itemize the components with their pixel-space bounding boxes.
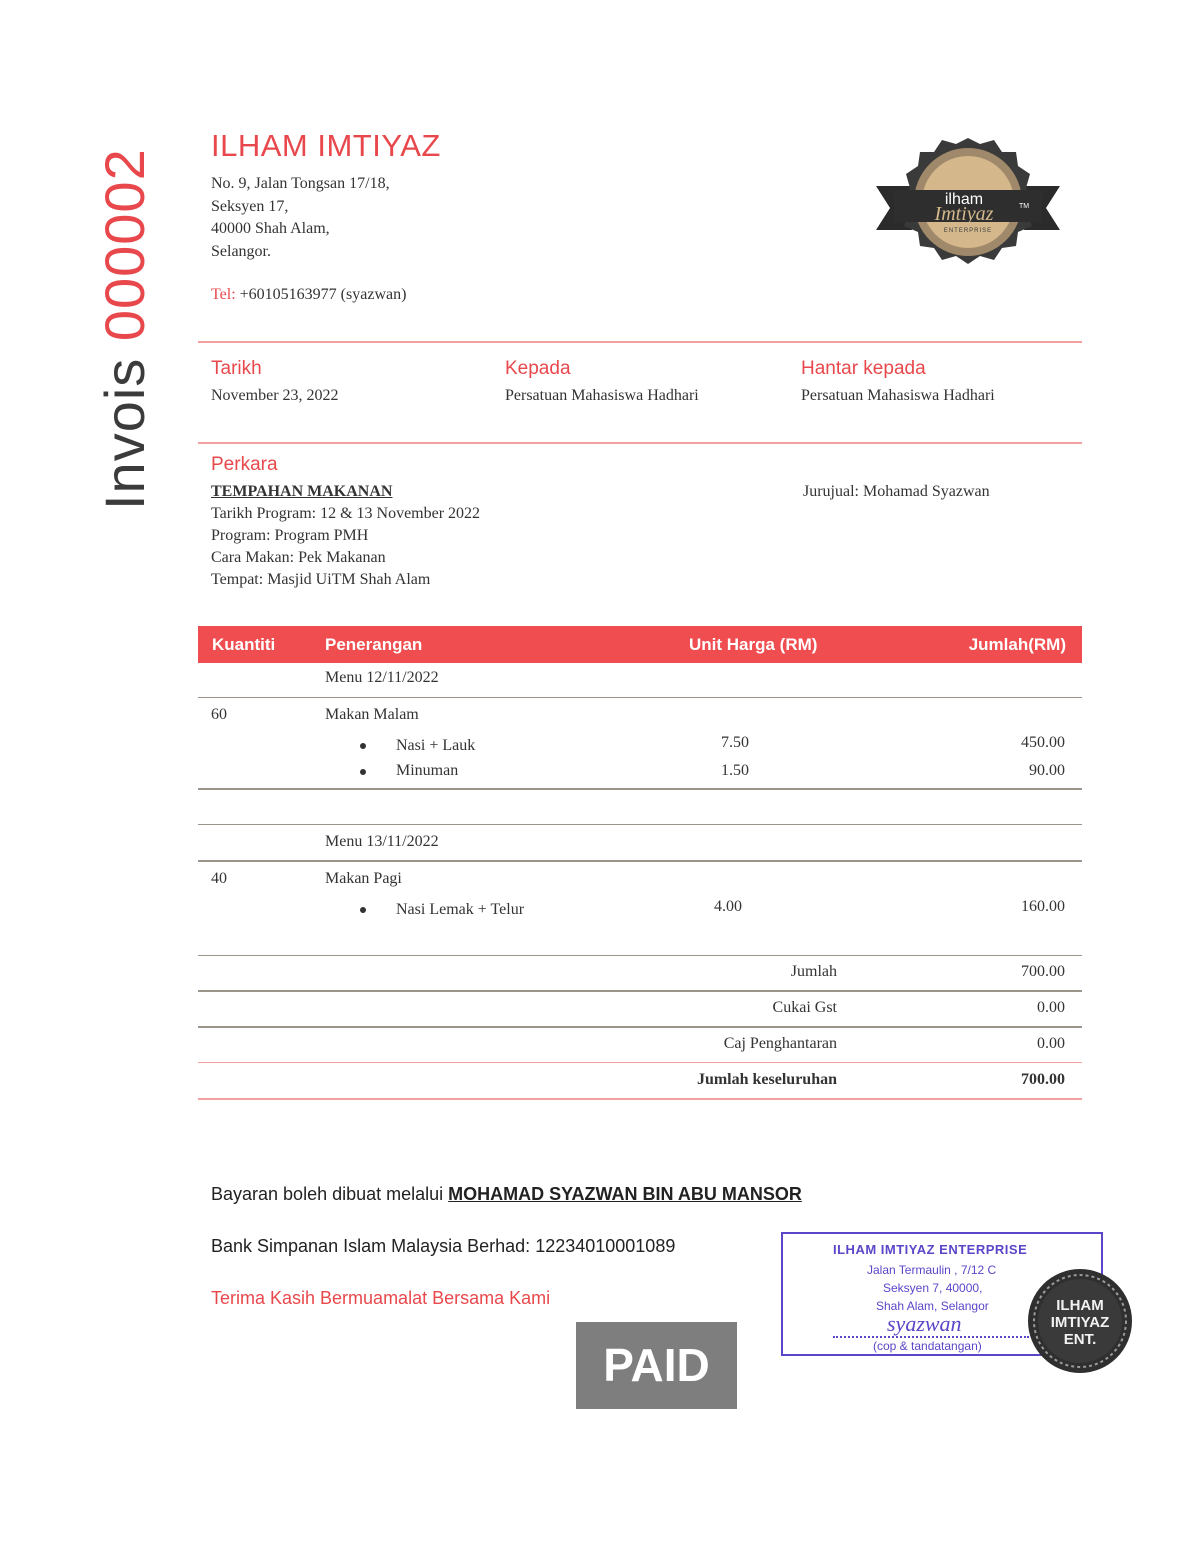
ship-value: Persatuan Mahasiswa Hadhari [801, 387, 995, 404]
divider [198, 341, 1082, 343]
stamp-signature: syazwan [887, 1311, 962, 1336]
subject-title: TEMPAHAN MAKANAN [211, 483, 393, 500]
stamp-line: Shah Alam, Selangor [876, 1299, 989, 1313]
menu-title-1: Menu 12/11/2022 [325, 669, 439, 686]
subject-line: Tempat: Masjid UiTM Shah Alam [211, 571, 431, 588]
company-seal [1027, 1268, 1133, 1374]
meal-1: Makan Malam [325, 706, 419, 723]
payment-intro: Bayaran boleh dibuat melalui [211, 1184, 444, 1204]
seal-line: ENT. [1063, 1331, 1097, 1348]
company-name: ILHAM IMTIYAZ [211, 128, 441, 163]
subject-line: Program: Program PMH [211, 527, 369, 544]
item-unit: 4.00 [714, 898, 742, 915]
salesperson: Jurujual: Mohamad Syazwan [803, 483, 990, 500]
subtotal-value: 700.00 [1021, 963, 1065, 980]
item-total: 160.00 [1021, 898, 1065, 915]
address-line-1: No. 9, Jalan Tongsan 17/18, [211, 175, 390, 192]
address-line-2: Seksyen 17, [211, 198, 289, 215]
row-divider [198, 788, 1082, 790]
bullet [360, 769, 366, 775]
seal-line: ILHAM [1056, 1297, 1104, 1314]
header-unit: Unit Harga (RM) [689, 635, 818, 654]
address-line-3: 40000 Shah Alam, [211, 220, 330, 237]
to-label: Kepada [505, 358, 571, 379]
address-line-4: Selangor. [211, 243, 271, 260]
row-divider [198, 1098, 1082, 1100]
menu-title-2: Menu 13/11/2022 [325, 833, 439, 850]
stamp-line: Jalan Termaulin , 7/12 C [867, 1263, 997, 1277]
date-value: November 23, 2022 [211, 387, 339, 404]
thank-you: Terima Kasih Bermuamalat Bersama Kami [211, 1288, 551, 1308]
table-header [198, 626, 1082, 663]
invoice-label: Invois [93, 357, 156, 510]
delivery-value: 0.00 [1037, 1035, 1065, 1052]
header-total: Jumlah(RM) [968, 635, 1066, 654]
header-desc: Penerangan [325, 635, 423, 654]
header-qty: Kuantiti [212, 635, 276, 654]
signature-line [833, 1336, 1029, 1338]
telephone [211, 286, 406, 304]
row-divider [198, 1062, 1082, 1063]
row-divider [198, 1026, 1082, 1028]
bank-account: 12234010001089 [535, 1236, 676, 1256]
row-divider [198, 824, 1082, 825]
bank-info [211, 1236, 675, 1257]
qty-1: 60 [211, 706, 227, 723]
divider [198, 442, 1082, 444]
company-logo [872, 134, 1064, 280]
qty-2: 40 [211, 870, 227, 887]
delivery-label: Caj Penghantaran [723, 1035, 837, 1052]
item-unit: 1.50 [721, 762, 749, 779]
account-name: MOHAMAD SYAZWAN BIN ABU MANSOR [448, 1184, 802, 1204]
stamp-caption: (cop & tandatangan) [873, 1339, 982, 1353]
item-name: Nasi Lemak + Telur [396, 901, 525, 918]
subtotal-label: Jumlah [790, 963, 837, 980]
subject-line: Tarikh Program: 12 & 13 November 2022 [211, 505, 481, 522]
item-total: 90.00 [1029, 762, 1065, 779]
gst-label: Cukai Gst [772, 999, 837, 1016]
ship-label: Hantar kepada [801, 358, 926, 379]
item-total: 450.00 [1021, 734, 1065, 751]
bank-label: Bank Simpanan Islam Malaysia Berhad: [211, 1236, 531, 1256]
invoice-title [92, 148, 157, 510]
gst-value: 0.00 [1037, 999, 1065, 1016]
bullet [360, 743, 366, 749]
subject-label: Perkara [211, 454, 278, 475]
grand-total-value: 700.00 [1021, 1071, 1065, 1088]
stamp-title: ILHAM IMTIYAZ ENTERPRISE [833, 1242, 1028, 1257]
bullet [360, 907, 366, 913]
row-divider [198, 990, 1082, 992]
tel-value: +60105163977 (syazwan) [239, 286, 407, 303]
meal-2: Makan Pagi [325, 870, 402, 887]
logo-sub: ENTERPRISE [943, 228, 993, 234]
to-value: Persatuan Mahasiswa Hadhari [505, 387, 699, 404]
subject-line: Cara Makan: Pek Makanan [211, 549, 386, 566]
paid-stamp: PAID [576, 1322, 737, 1409]
seal-line: IMTIYAZ [1050, 1314, 1110, 1331]
invoice-number: 000002 [93, 148, 156, 342]
row-divider [198, 955, 1082, 956]
logo-line-2: Imtiyaz [934, 203, 994, 225]
payment-info [211, 1184, 802, 1205]
logo-line-1: ilham [944, 191, 984, 208]
logo-tm: TM [1019, 203, 1030, 210]
date-label: Tarikh [211, 358, 262, 379]
stamp-line: Seksyen 7, 40000, [883, 1281, 983, 1295]
grand-total-label: Jumlah keseluruhan [696, 1071, 837, 1088]
item-unit: 7.50 [721, 734, 749, 751]
item-name: Minuman [396, 762, 459, 779]
tel-label: Tel: [211, 286, 236, 303]
row-divider [198, 860, 1082, 862]
row-divider [198, 697, 1082, 698]
item-name: Nasi + Lauk [396, 737, 476, 754]
